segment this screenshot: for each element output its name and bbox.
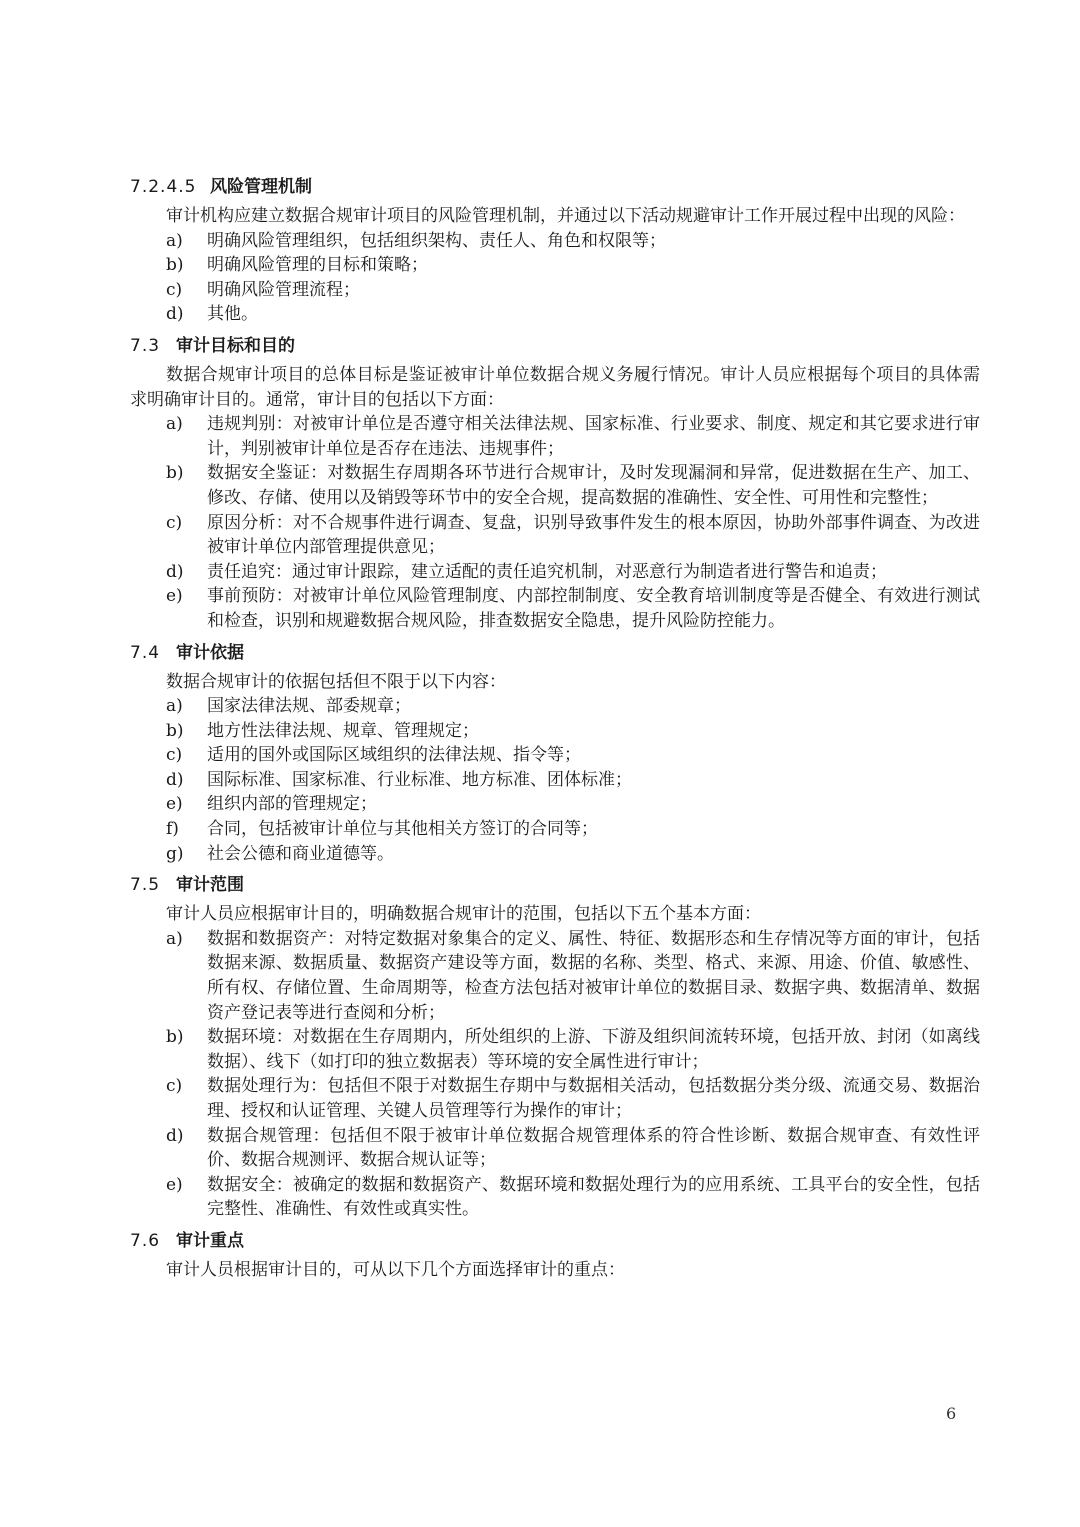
list-item-text: 国家法律法规、部委规章； xyxy=(207,696,411,717)
section-intro: 审计人员应根据审计目的，明确数据合规审计的范围，包括以下五个基本方面： xyxy=(166,904,761,925)
list-item-text: 国际标准、国家标准、行业标准、地方标准、团体标准； xyxy=(207,769,632,790)
list-marker: d) xyxy=(166,1125,184,1146)
list-item xyxy=(130,792,980,817)
list-marker: c) xyxy=(166,1076,183,1097)
list-item xyxy=(130,229,980,254)
list-marker: e) xyxy=(166,794,183,815)
list-marker: a) xyxy=(166,230,183,251)
list-item-text: 责任追究：通过审计跟踪，建立适配的责任追究机制，对恶意行为制造者进行警告和追责； xyxy=(207,561,887,582)
section-intro: 审计人员根据审计目的，可从以下几个方面选择审计的重点： xyxy=(166,1259,625,1280)
document-page xyxy=(130,172,980,1283)
list-marker: a) xyxy=(166,414,183,435)
list-item xyxy=(130,768,980,793)
list-item xyxy=(130,927,980,1025)
list-marker: e) xyxy=(166,1174,183,1195)
list-item xyxy=(130,1074,980,1123)
list-marker: a) xyxy=(166,696,183,717)
section-heading-7-3 xyxy=(130,331,980,361)
list-item-text: 数据合规管理：包括但不限于被审计单位数据合规管理体系的符合性诊断、数据合规审查、有效性评价、数据合规测评、数据合规认证等； xyxy=(207,1125,980,1171)
list-item xyxy=(130,560,980,585)
list-item-text: 适用的国外或国际区域组织的法律法规、指令等； xyxy=(207,745,581,766)
list-item-text: 组织内部的管理规定； xyxy=(207,794,377,815)
list-marker: d) xyxy=(166,769,184,790)
list-item-text: 明确风险管理流程； xyxy=(207,279,360,300)
list-item-text: 明确风险管理的目标和策略； xyxy=(207,255,428,276)
list-marker: c) xyxy=(166,279,183,300)
list-marker: c) xyxy=(166,745,183,766)
section-heading-7-4 xyxy=(130,638,980,668)
section-heading-7-2-4-5 xyxy=(130,172,980,202)
section-number: 7.6 xyxy=(130,1230,161,1251)
list-item xyxy=(130,511,980,560)
section-title: 审计依据 xyxy=(176,642,244,663)
section-heading-7-6 xyxy=(130,1226,980,1256)
section-intro: 数据合规审计项目的总体目标是鉴证被审计单位数据合规义务履行情况。审计人员应根据每个项目的具体需求明确审计目的。通常，审计目的包括以下方面： xyxy=(130,364,980,410)
list-item xyxy=(130,817,980,842)
section-number: 7.4 xyxy=(130,642,161,663)
list-item xyxy=(130,461,980,510)
list-item xyxy=(130,302,980,327)
list-item-text: 数据安全鉴证：对数据生存周期各环节进行合规审计，及时发现漏洞和异常，促进数据在生产、加工、修改、存储、使用以及销毁等环节中的安全合规，提高数据的准确性、安全性、可用性和完整性； xyxy=(207,463,980,508)
list-marker: b) xyxy=(166,1027,184,1048)
list-item-text: 合同，包括被审计单位与其他相关方签订的合同等； xyxy=(207,819,598,840)
list-marker: c) xyxy=(166,512,183,533)
section-title: 审计范围 xyxy=(176,875,244,896)
list-item-text: 明确风险管理组织，包括组织架构、责任人、角色和权限等； xyxy=(207,230,666,251)
list-marker: b) xyxy=(166,255,184,276)
list-item xyxy=(130,584,980,633)
list-marker: f) xyxy=(166,819,179,840)
section-number: 7.2.4.5 xyxy=(130,177,197,197)
section-number: 7.3 xyxy=(130,335,161,356)
list-item-text: 数据处理行为：包括但不限于对数据生存期中与数据相关活动，包括数据分类分级、流通交易、数据治理、授权和认证管理、关键人员管理等行为操作的审计； xyxy=(207,1076,980,1121)
section-title: 审计目标和目的 xyxy=(176,335,295,356)
list-item xyxy=(130,694,980,719)
list-item xyxy=(130,743,980,768)
list-item-text: 社会公德和商业道德等。 xyxy=(207,843,394,864)
list-item xyxy=(130,412,980,461)
section-intro: 审计机构应建立数据合规审计项目的风险管理机制，并通过以下活动规避审计工作开展过程中出现的风险： xyxy=(166,206,965,226)
section-number: 7.5 xyxy=(130,875,161,896)
list-item xyxy=(130,1173,980,1222)
list-item-text: 数据安全：被确定的数据和数据资产、数据环境和数据处理行为的应用系统、工具平台的安全性，包括完整性、准确性、有效性或真实性。 xyxy=(207,1174,980,1220)
list-item-text: 数据环境：对数据在生存周期内，所处组织的上游、下游及组织间流转环境，包括开放、封闭（如离线数据）、线下（如打印的独立数据表）等环境的安全属性进行审计； xyxy=(207,1027,980,1072)
list-marker: b) xyxy=(166,720,184,741)
section-title: 风险管理机制 xyxy=(210,177,312,197)
list-item-text: 原因分析：对不合规事件进行调查、复盘，识别导致事件发生的根本原因，协助外部事件调查、为改进被审计单位内部管理提供意见； xyxy=(207,512,980,558)
list-marker: a) xyxy=(166,928,183,949)
list-marker: d) xyxy=(166,561,184,582)
page-number: 6 xyxy=(946,1404,957,1423)
list-item xyxy=(130,1124,980,1173)
list-item-text: 其他。 xyxy=(207,304,258,325)
list-marker: b) xyxy=(166,463,184,484)
section-intro: 数据合规审计的依据包括但不限于以下内容： xyxy=(166,671,506,692)
list-item-text: 地方性法律法规、规章、管理规定； xyxy=(207,720,479,741)
list-item-text: 数据和数据资产：对特定数据对象集合的定义、属性、特征、数据形态和生存情况等方面的审计，包括数据来源、数据质量、数据资产建设等方面，数据的名称、类型、格式、来源、用途、价值、敏感性、所有权、存储位置、生命周期等，检查方法包括对被审计单位的数据目录、数据字典、数据清单、数据资产登记表等进行查阅和分析； xyxy=(207,928,980,1023)
list-item xyxy=(130,253,980,278)
list-item xyxy=(130,842,980,867)
list-item xyxy=(130,719,980,744)
list-item-text: 事前预防：对被审计单位风险管理制度、内部控制制度、安全教育培训制度等是否健全、有效进行测试和检查，识别和规避数据合规风险，排查数据安全隐患，提升风险防控能力。 xyxy=(207,586,980,631)
list-marker: e) xyxy=(166,586,183,607)
section-heading-7-5 xyxy=(130,870,980,900)
list-item xyxy=(130,1025,980,1074)
section-title: 审计重点 xyxy=(176,1230,244,1251)
list-marker: g) xyxy=(166,843,184,864)
list-marker: d) xyxy=(166,304,184,325)
list-item xyxy=(130,278,980,303)
list-item-text: 违规判别：对被审计单位是否遵守相关法律法规、国家标准、行业要求、制度、规定和其它要求进行审计，判别被审计单位是否存在违法、违规事件； xyxy=(207,414,980,459)
